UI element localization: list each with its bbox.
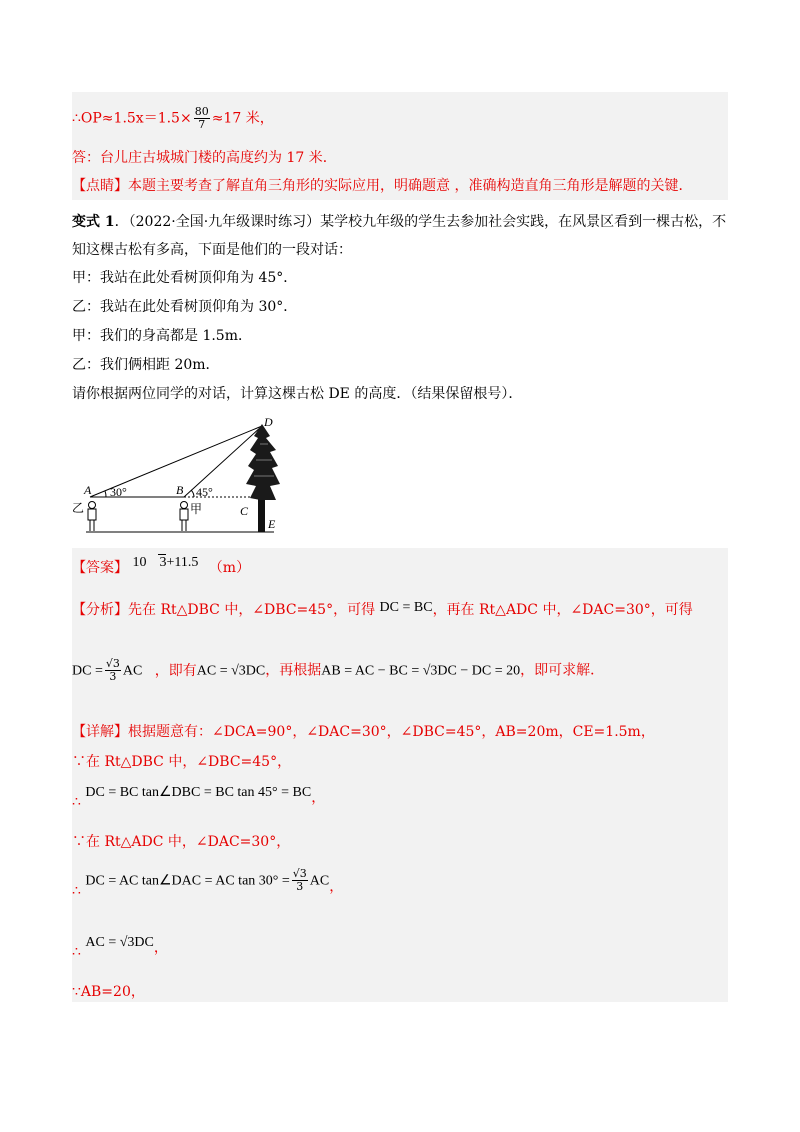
person-yi-label: 乙 (72, 501, 85, 515)
dialog-line-2: 乙：我站在此处看树顶仰角为 30°． (72, 299, 298, 315)
answer-tag: 【答案】 (72, 560, 128, 576)
op-prefix: ∴OP≈1.5x＝1.5× (72, 110, 192, 127)
problem-line-1 (72, 212, 726, 232)
problem-source: ．（2022·全国·九年级课时练习）某学校九年级的学生去参加社会实践，在风景区看到一棵古松，不 (114, 214, 727, 230)
label-E: E (268, 517, 276, 531)
detail-math-6: AC = √3DC (85, 935, 154, 950)
detail-frac: $\frac{√3}{3}$ (292, 867, 307, 893)
point-line (72, 176, 692, 196)
problem-line-2: 知这棵古松有多高，下面是他们的一段对话： (72, 242, 352, 258)
analysis-math-1: DC = BC (379, 600, 433, 615)
answer-line: 答：台儿庄古城城门楼的高度约为 17 米． (72, 150, 337, 166)
tree-icon (246, 424, 280, 532)
detail-line-2: ∵在 Rt△DBC 中，∠DBC=45°， (72, 754, 292, 770)
point-tag: 【点睛】 (72, 178, 128, 194)
answer-expression: 10 3+11.5 (132, 555, 199, 570)
op-suffix: ≈17 米， (211, 110, 274, 127)
detail-line-6: ∴ AC = √3DC， (72, 935, 168, 960)
analysis-line-2: DC = $\frac{√3}{3}$ AC ，即有AC = √3DC，再根据AB = AC − BC = √3DC − DC = 20，即可求解． (72, 657, 605, 683)
detail-line-5: ∴ DC = AC tan∠DAC = AC tan 30° = $\frac{√3}{3}$ AC， (72, 867, 344, 899)
op-frac-den: 7 (198, 118, 206, 131)
angle-arc-B (191, 490, 194, 497)
dialog-line-4: 乙：我们俩相距 20m． (72, 357, 220, 373)
sqrt-3: 3 (159, 555, 167, 570)
angle-A-label: 30° (110, 485, 127, 499)
detail-line-1: 【详解】根据题意有：∠DCA=90°，∠DAC=30°，∠DBC=45°，AB=20m，CE=1.5m， (72, 724, 655, 740)
problem-label: 变式 1 (72, 214, 115, 230)
answer-unit: （m） (208, 560, 251, 576)
question-line: 请你根据两位同学的对话，计算这棵古松 DE 的高度．（结果保留根号）． (72, 386, 523, 402)
label-C: C (240, 504, 249, 518)
detail-line-3: ∴ DC = BC tan∠DBC = BC tan 45° = BC， (72, 785, 326, 810)
dialog-line-1: 甲：我站在此处看树顶仰角为 45°． (72, 270, 298, 286)
detail-math-5: DC = AC tan∠DAC = AC tan 30° = (85, 873, 290, 889)
op-fraction (194, 106, 210, 131)
angle-arc-A (105, 491, 106, 497)
detail-line-7: ∵AB=20， (72, 984, 145, 1000)
analysis-frac: $\frac{√3}{3}$ (105, 657, 120, 683)
person-jia-icon (180, 502, 188, 532)
detail-math-3: DC = BC tan∠DBC = BC tan 45° = BC (85, 785, 312, 800)
label-B: B (176, 483, 184, 497)
geometry-figure (72, 414, 294, 536)
label-A: A (84, 483, 92, 497)
analysis-tag: 【分析】 (72, 602, 128, 618)
analysis-line-1: 【分析】先在 Rt△DBC 中，∠DBC=45°，可得 DC = BC，再在 Rt△ADC 中，∠DAC=30°，可得 (72, 600, 693, 618)
angle-B-label: 45° (196, 485, 213, 499)
dialog-line-3: 甲：我们的身高都是 1.5m． (72, 328, 252, 344)
detail-line-4: ∵在 Rt△ADC 中，∠DAC=30°， (72, 834, 291, 850)
op-line (72, 106, 274, 131)
person-yi-icon (88, 502, 96, 532)
answer-row (72, 555, 251, 579)
op-frac-num: 80 (194, 105, 209, 118)
person-jia-label: 甲 (190, 502, 203, 516)
point-text: 本题主要考查了解直角三角形的实际应用，明确题意 ，准确构造直角三角形是解题的关键． (128, 178, 693, 194)
label-D: D (264, 415, 273, 429)
detail-tag: 【详解】 (72, 724, 128, 740)
